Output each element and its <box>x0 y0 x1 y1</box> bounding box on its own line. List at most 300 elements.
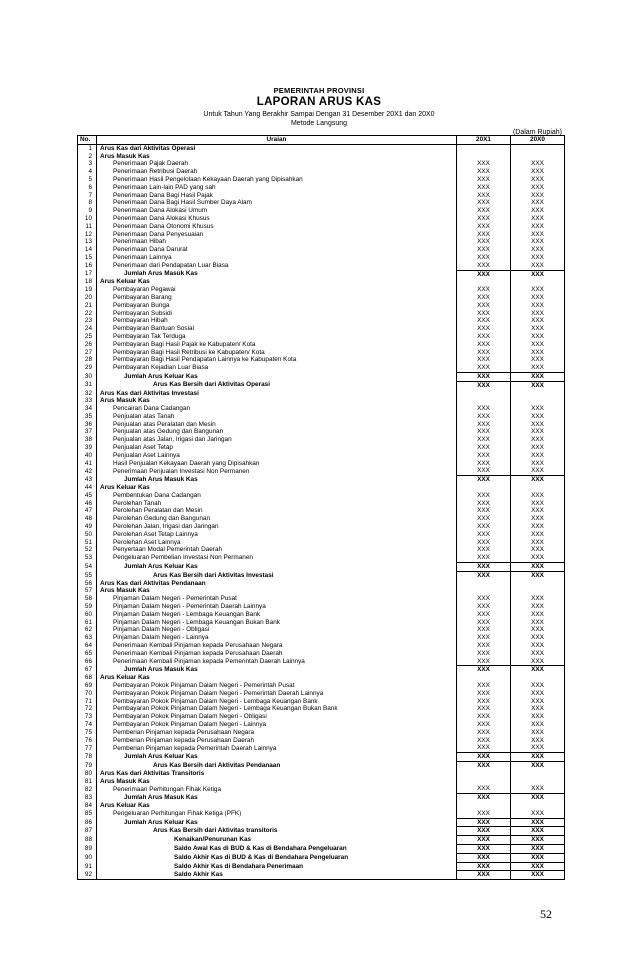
row-value-20x0: XXX <box>511 176 565 184</box>
row-number: 8 <box>78 199 97 207</box>
row-number: 50 <box>78 531 97 539</box>
row-number: 12 <box>78 231 97 239</box>
row-description: Perolehan Jalan, Irigasi dan Jaringan <box>97 523 457 531</box>
table-row <box>78 246 565 254</box>
row-value-20x1: XXX <box>457 381 511 389</box>
row-description: Penerimaan Dana Bagi Hasil Pajak <box>97 192 457 200</box>
row-value-20x0: XXX <box>511 705 565 713</box>
row-value-20x1: XXX <box>457 713 511 721</box>
row-value-20x1: XXX <box>457 603 511 611</box>
row-number: 36 <box>78 421 97 429</box>
row-value-20x0: XXX <box>511 492 565 500</box>
row-value-20x0: XXX <box>511 192 565 200</box>
row-value-20x0: XXX <box>511 294 565 302</box>
row-value-20x0: XXX <box>511 713 565 721</box>
row-value-20x1: XXX <box>457 428 511 436</box>
row-number: 75 <box>78 729 97 737</box>
row-value-20x0: XXX <box>511 827 565 836</box>
row-value-20x0: XXX <box>511 421 565 429</box>
table-row <box>78 753 565 762</box>
table-row <box>78 770 565 778</box>
row-value-20x1: XXX <box>457 682 511 690</box>
row-number: 66 <box>78 658 97 666</box>
row-description: Pencairan Dana Cadangan <box>97 405 457 413</box>
row-value-20x1: XXX <box>457 744 511 752</box>
table-row <box>78 836 565 845</box>
row-number: 46 <box>78 500 97 508</box>
row-number: 31 <box>78 381 97 389</box>
row-description: Pembayaran Bantuan Sosial <box>97 325 457 333</box>
table-row <box>78 238 565 246</box>
table-row <box>78 168 565 176</box>
row-description: Pemberian Pinjaman kepada Perusahaan Daerah <box>97 737 457 745</box>
row-value-20x1: XXX <box>457 476 511 484</box>
row-description: Pembayaran Pokok Pinjaman Dalam Negeri - Pemerintah Pusat <box>97 682 457 690</box>
row-description: Pembayaran Barang <box>97 294 457 302</box>
table-row <box>78 802 565 810</box>
row-number: 59 <box>78 603 97 611</box>
row-description: Pemberian Pinjaman kepada Pemerintah Daerah Lainnya <box>97 744 457 752</box>
table-row <box>78 381 565 389</box>
row-number: 4 <box>78 168 97 176</box>
row-value-20x0: XXX <box>511 753 565 762</box>
row-number: 72 <box>78 705 97 713</box>
row-value-20x0 <box>511 153 565 161</box>
table-row <box>78 603 565 611</box>
row-description: Arus Masuk Kas <box>97 587 457 595</box>
row-value-20x1: XXX <box>457 231 511 239</box>
row-value-20x1: XXX <box>457 262 511 270</box>
row-number: 82 <box>78 785 97 793</box>
row-description: Pembayaran Pokok Pinjaman Dalam Negeri - Lembaga Keuangan Bank <box>97 698 457 706</box>
row-description: Penerimaan Dana Alokasi Khusus <box>97 215 457 223</box>
row-description: Penerimaan Dana Bagi Hasil Sumber Daya Alam <box>97 199 457 207</box>
table-row <box>78 467 565 475</box>
row-number: 80 <box>78 770 97 778</box>
row-value-20x0: XXX <box>511 698 565 706</box>
table-row <box>78 278 565 286</box>
table-row <box>78 349 565 357</box>
table-row <box>78 853 565 862</box>
row-value-20x0: XXX <box>511 302 565 310</box>
table-row <box>78 682 565 690</box>
row-description: Pembentukan Dana Cadangan <box>97 492 457 500</box>
row-value-20x1 <box>457 390 511 398</box>
row-number: 70 <box>78 690 97 698</box>
row-number: 26 <box>78 341 97 349</box>
row-number: 19 <box>78 286 97 294</box>
row-number: 61 <box>78 619 97 627</box>
row-number: 21 <box>78 302 97 310</box>
row-value-20x1: XXX <box>457 160 511 168</box>
row-number: 30 <box>78 372 97 381</box>
row-description: Pinjaman Dalam Negeri - Pemerintah Daerah Lainnya <box>97 603 457 611</box>
row-value-20x0: XXX <box>511 853 565 862</box>
row-description: Arus Kas Bersih dari Aktivitas transitoris <box>97 827 457 836</box>
row-value-20x0: XXX <box>511 546 565 554</box>
table-row <box>78 207 565 215</box>
row-description: Arus Keluar Kas <box>97 802 457 810</box>
government-name: PEMERINTAH PROVINSI <box>273 86 365 95</box>
row-number: 18 <box>78 278 97 286</box>
table-row <box>78 515 565 523</box>
row-number: 45 <box>78 492 97 500</box>
row-value-20x0: XXX <box>511 381 565 389</box>
row-number: 39 <box>78 444 97 452</box>
table-row <box>78 317 565 325</box>
table-row <box>78 153 565 161</box>
row-number: 63 <box>78 634 97 642</box>
row-value-20x1: XXX <box>457 650 511 658</box>
row-description: Pembayaran Bagi Hasil Pajak ke Kabupaten/ Kota <box>97 341 457 349</box>
row-value-20x0: XXX <box>511 626 565 634</box>
row-value-20x0: XXX <box>511 325 565 333</box>
row-number: 41 <box>78 460 97 468</box>
table-row <box>78 184 565 192</box>
row-description: Jumlah Arus Masuk Kas <box>97 794 457 802</box>
table-row <box>78 744 565 752</box>
row-description: Pengeluaran Perhitungan Fihak Ketiga (PFK) <box>97 810 457 818</box>
row-value-20x1: XXX <box>457 827 511 836</box>
row-value-20x1: XXX <box>457 238 511 246</box>
row-number: 38 <box>78 436 97 444</box>
row-number: 3 <box>78 160 97 168</box>
row-description: Penjualan Aset Lainnya <box>97 452 457 460</box>
row-description: Arus Keluar Kas <box>97 484 457 492</box>
row-number: 57 <box>78 587 97 595</box>
row-value-20x1: XXX <box>457 507 511 515</box>
row-number: 92 <box>78 871 97 880</box>
row-description: Penerimaan Dana Alokasi Umum <box>97 207 457 215</box>
row-value-20x0: XXX <box>511 476 565 484</box>
row-description: Penerimaan Kembali Pinjaman kepada Perusahaan Negara <box>97 642 457 650</box>
row-number: 77 <box>78 744 97 752</box>
row-number: 34 <box>78 405 97 413</box>
row-description: Arus Kas dari Aktivitas Investasi <box>97 390 457 398</box>
row-value-20x0: XXX <box>511 223 565 231</box>
table-row <box>78 619 565 627</box>
row-value-20x1: XXX <box>457 658 511 666</box>
row-value-20x0: XXX <box>511 452 565 460</box>
row-value-20x0: XXX <box>511 341 565 349</box>
row-number: 89 <box>78 844 97 853</box>
row-description: Arus Kas Bersih dari Aktivitas Investasi <box>97 571 457 579</box>
table-row <box>78 390 565 398</box>
row-value-20x1: XXX <box>457 721 511 729</box>
row-value-20x1: XXX <box>457 436 511 444</box>
row-number: 55 <box>78 571 97 579</box>
table-row <box>78 223 565 231</box>
table-row <box>78 302 565 310</box>
row-number: 6 <box>78 184 97 192</box>
row-number: 10 <box>78 215 97 223</box>
table-row <box>78 484 565 492</box>
table-row <box>78 658 565 666</box>
report-period: Untuk Tahun Yang Berakhir Sampai Dengan 31 Desember 20X1 dan 20X0 <box>203 111 435 118</box>
row-value-20x0: XXX <box>511 785 565 793</box>
row-number: 32 <box>78 390 97 398</box>
table-row <box>78 262 565 270</box>
row-value-20x1 <box>457 278 511 286</box>
table-row <box>78 546 565 554</box>
row-value-20x1: XXX <box>457 421 511 429</box>
row-value-20x1 <box>457 770 511 778</box>
row-value-20x0: XXX <box>511 405 565 413</box>
row-description: Perolehan Aset Tetap Lainnya <box>97 531 457 539</box>
row-value-20x0: XXX <box>511 184 565 192</box>
row-number: 56 <box>78 580 97 588</box>
table-row <box>78 192 565 200</box>
row-description: Arus Kas Bersih dari Aktivitas Pendanaan <box>97 761 457 769</box>
row-number: 58 <box>78 595 97 603</box>
row-description: Saldo Akhir Kas <box>97 871 457 880</box>
row-value-20x1: XXX <box>457 341 511 349</box>
row-value-20x0 <box>511 587 565 595</box>
row-description: Arus Masuk Kas <box>97 397 457 405</box>
table-row <box>78 444 565 452</box>
table-row <box>78 364 565 372</box>
page-number: 52 <box>540 907 552 921</box>
row-description: Kenaikan/Penurunan Kas <box>97 836 457 845</box>
row-description: Penjualan atas Tanah <box>97 413 457 421</box>
row-value-20x1: XXX <box>457 818 511 827</box>
table-row <box>78 729 565 737</box>
row-number: 17 <box>78 270 97 278</box>
row-number: 85 <box>78 810 97 818</box>
row-number: 68 <box>78 674 97 682</box>
row-value-20x0 <box>511 484 565 492</box>
table-row <box>78 871 565 880</box>
row-description: Penerimaan Pajak Daerah <box>97 160 457 168</box>
row-value-20x0: XXX <box>511 571 565 579</box>
table-row <box>78 794 565 802</box>
row-value-20x0: XXX <box>511 531 565 539</box>
row-value-20x1: XXX <box>457 523 511 531</box>
table-row <box>78 507 565 515</box>
table-row <box>78 713 565 721</box>
row-description: Pembayaran Pegawai <box>97 286 457 294</box>
row-number: 83 <box>78 794 97 802</box>
table-row <box>78 254 565 262</box>
table-row <box>78 215 565 223</box>
row-value-20x0: XXX <box>511 515 565 523</box>
row-number: 2 <box>78 153 97 161</box>
row-description: Pinjaman Dalam Negeri - Lembaga Keuangan Bukan Bank <box>97 619 457 627</box>
table-row <box>78 531 565 539</box>
row-value-20x0 <box>511 674 565 682</box>
table-row <box>78 397 565 405</box>
row-value-20x1: XXX <box>457 626 511 634</box>
row-description: Pembayaran Bagi Hasil Pendapatan Lainnya ke Kabupaten Kota <box>97 356 457 364</box>
row-number: 62 <box>78 626 97 634</box>
table-body <box>78 144 565 879</box>
row-number: 7 <box>78 192 97 200</box>
table-row <box>78 452 565 460</box>
column-header-uraian: Uraian <box>97 136 457 145</box>
row-value-20x1: XXX <box>457 405 511 413</box>
row-value-20x1: XXX <box>457 844 511 853</box>
row-value-20x1: XXX <box>457 333 511 341</box>
row-description: Penerimaan Hasil Pengelolaan Kekayaan Daerah yang Dipisahkan <box>97 176 457 184</box>
row-value-20x0: XXX <box>511 428 565 436</box>
row-value-20x1: XXX <box>457 563 511 572</box>
row-value-20x0: XXX <box>511 642 565 650</box>
row-value-20x0: XXX <box>511 611 565 619</box>
table-row <box>78 428 565 436</box>
row-value-20x0: XXX <box>511 444 565 452</box>
row-value-20x1: XXX <box>457 862 511 871</box>
table-row <box>78 325 565 333</box>
row-value-20x1: XXX <box>457 467 511 475</box>
row-description: Arus Masuk Kas <box>97 778 457 786</box>
table-row <box>78 778 565 786</box>
row-number: 42 <box>78 467 97 475</box>
row-value-20x1: XXX <box>457 698 511 706</box>
row-value-20x0: XXX <box>511 650 565 658</box>
table-row <box>78 539 565 547</box>
report-title: LAPORAN ARUS KAS <box>256 96 382 108</box>
column-header-no: No. <box>78 136 97 145</box>
table-row <box>78 144 565 152</box>
row-value-20x0: XXX <box>511 254 565 262</box>
table-row <box>78 421 565 429</box>
table-row <box>78 818 565 827</box>
row-description: Pinjaman Dalam Negeri - Obligasi <box>97 626 457 634</box>
cash-flow-table <box>77 135 565 880</box>
row-number: 5 <box>78 176 97 184</box>
row-description: Arus Kas dari Aktivitas Operasi <box>97 144 457 152</box>
table-row <box>78 634 565 642</box>
row-value-20x1: XXX <box>457 571 511 579</box>
row-number: 73 <box>78 713 97 721</box>
row-number: 22 <box>78 310 97 318</box>
row-number: 90 <box>78 853 97 862</box>
table-row <box>78 500 565 508</box>
row-value-20x0: XXX <box>511 207 565 215</box>
row-value-20x1 <box>457 802 511 810</box>
row-number: 60 <box>78 611 97 619</box>
row-description: Saldo Akhir Kas di Bendahara Penerimaan <box>97 862 457 871</box>
table-row <box>78 674 565 682</box>
row-value-20x0: XXX <box>511 523 565 531</box>
row-value-20x1: XXX <box>457 853 511 862</box>
table-row <box>78 413 565 421</box>
row-value-20x1: XXX <box>457 192 511 200</box>
row-description: Penjualan atas Jalan, Irigasi dan Jaringan <box>97 436 457 444</box>
row-description: Jumlah Arus Masuk Kas <box>97 270 457 278</box>
row-value-20x0 <box>511 778 565 786</box>
row-value-20x1: XXX <box>457 207 511 215</box>
row-description: Perolehan Peralatan dan Mesin <box>97 507 457 515</box>
row-value-20x0: XXX <box>511 794 565 802</box>
row-description: Penerimaan Perhitungan Fihak Ketiga <box>97 785 457 793</box>
row-value-20x1: XXX <box>457 595 511 603</box>
row-description: Arus Keluar Kas <box>97 278 457 286</box>
row-number: 29 <box>78 364 97 372</box>
row-description: Pembayaran Pokok Pinjaman Dalam Negeri - Pemerintah Daerah Lainnya <box>97 690 457 698</box>
row-description: Pinjaman Dalam Negeri - Lembaga Keuangan Bank <box>97 611 457 619</box>
row-description: Pemberian Pinjaman kepada Perusahaan Negara <box>97 729 457 737</box>
row-value-20x0: XXX <box>511 539 565 547</box>
row-value-20x0: XXX <box>511 372 565 381</box>
row-description: Penyertaan Modal Pemerintah Daerah <box>97 546 457 554</box>
row-value-20x0: XXX <box>511 603 565 611</box>
table-row <box>78 231 565 239</box>
row-value-20x0: XXX <box>511 238 565 246</box>
row-value-20x1: XXX <box>457 372 511 381</box>
row-description: Arus Masuk Kas <box>97 153 457 161</box>
table-row <box>78 611 565 619</box>
row-description: Penjualan Aset Tetap <box>97 444 457 452</box>
row-value-20x0: XXX <box>511 810 565 818</box>
table-row <box>78 587 565 595</box>
table-row <box>78 698 565 706</box>
row-value-20x0: XXX <box>511 317 565 325</box>
row-description: Perolehan Gedung dan Bangunan <box>97 515 457 523</box>
row-description: Pinjaman Dalam Negeri - Pemerintah Pusat <box>97 595 457 603</box>
row-value-20x0: XXX <box>511 666 565 674</box>
currency-unit: (Dalam Rupiah) <box>512 129 562 136</box>
row-value-20x0: XXX <box>511 246 565 254</box>
row-description: Penjualan atas Peralatan dan Mesin <box>97 421 457 429</box>
row-number: 65 <box>78 650 97 658</box>
table-row <box>78 160 565 168</box>
table-row <box>78 666 565 674</box>
table-row <box>78 737 565 745</box>
row-value-20x1: XXX <box>457 364 511 372</box>
row-value-20x1: XXX <box>457 325 511 333</box>
row-value-20x0: XXX <box>511 467 565 475</box>
row-description: Jumlah Arus Keluar Kas <box>97 563 457 572</box>
table-row <box>78 844 565 853</box>
row-number: 91 <box>78 862 97 871</box>
row-description: Saldo Akhir Kas di BUD & Kas di Bendahara Pengeluaran <box>97 853 457 862</box>
row-number: 88 <box>78 836 97 845</box>
row-value-20x1: XXX <box>457 729 511 737</box>
row-number: 54 <box>78 563 97 572</box>
row-number: 47 <box>78 507 97 515</box>
row-number: 64 <box>78 642 97 650</box>
row-number: 76 <box>78 737 97 745</box>
row-value-20x1: XXX <box>457 836 511 845</box>
table-row <box>78 554 565 562</box>
row-value-20x0: XXX <box>511 160 565 168</box>
row-number: 71 <box>78 698 97 706</box>
row-value-20x1: XXX <box>457 500 511 508</box>
row-value-20x1: XXX <box>457 310 511 318</box>
row-description: Penerimaan Lain-lain PAD yang sah <box>97 184 457 192</box>
table-row <box>78 436 565 444</box>
column-header-20x0: 20X0 <box>511 136 565 145</box>
row-value-20x0: XXX <box>511 744 565 752</box>
table-row <box>78 595 565 603</box>
row-value-20x0: XXX <box>511 761 565 769</box>
row-value-20x1: XXX <box>457 492 511 500</box>
row-number: 1 <box>78 144 97 152</box>
row-value-20x1 <box>457 153 511 161</box>
row-value-20x1: XXX <box>457 642 511 650</box>
row-value-20x0 <box>511 144 565 152</box>
row-value-20x0 <box>511 397 565 405</box>
row-number: 43 <box>78 476 97 484</box>
row-value-20x0: XXX <box>511 356 565 364</box>
row-value-20x1: XXX <box>457 761 511 769</box>
row-description: Pembayaran Subsidi <box>97 310 457 318</box>
row-value-20x1: XXX <box>457 546 511 554</box>
table-row <box>78 650 565 658</box>
row-description: Arus Kas dari Aktivitas Transitoris <box>97 770 457 778</box>
row-number: 79 <box>78 761 97 769</box>
